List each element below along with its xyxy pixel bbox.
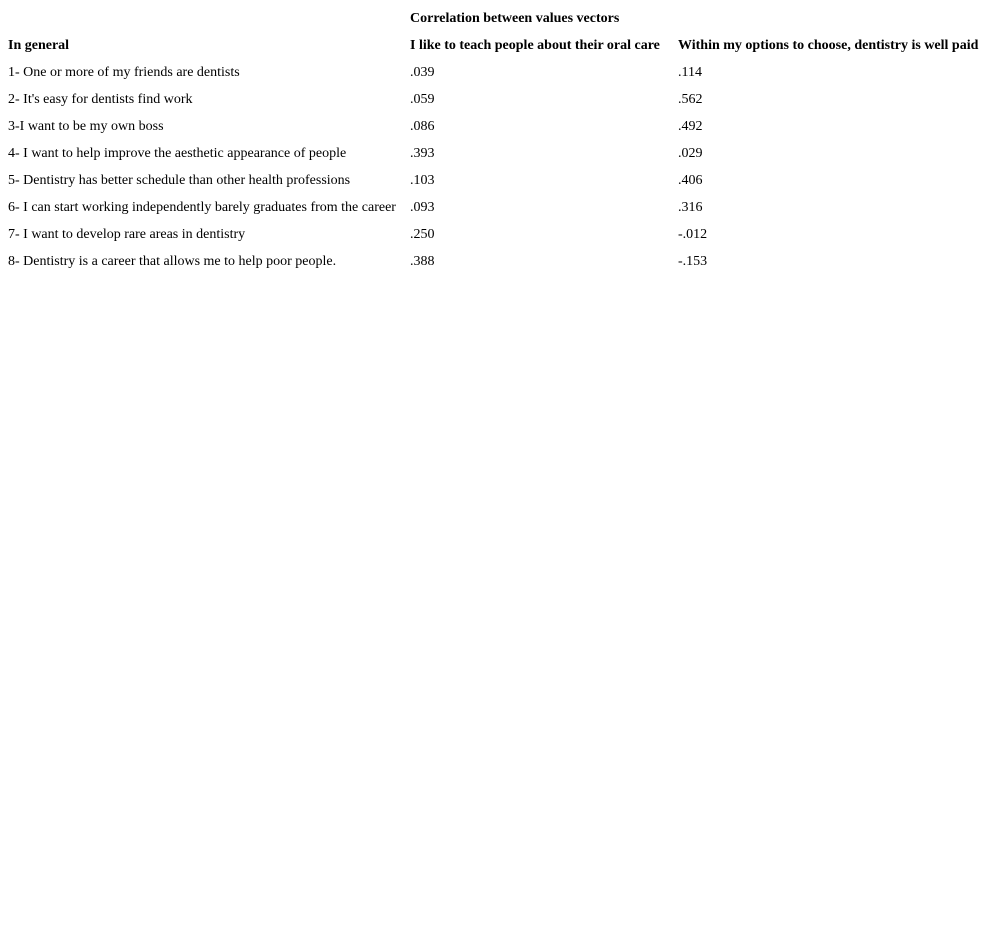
row-item-label: 1- One or more of my friends are dentists xyxy=(8,64,240,80)
row-value-teach: .388 xyxy=(410,253,435,269)
row-value-teach: .039 xyxy=(410,64,435,80)
empty-corner-cell xyxy=(6,5,408,32)
column-header-row xyxy=(6,32,986,59)
table-row xyxy=(6,86,986,113)
table-row xyxy=(6,221,986,248)
row-item-label: 6- I can start working independently barely graduates from the career xyxy=(8,199,396,215)
row-value-paid: .492 xyxy=(678,118,703,134)
row-item-label: 3-I want to be my own boss xyxy=(8,118,164,134)
table-row xyxy=(6,59,986,86)
group-header-row xyxy=(6,5,986,32)
column-header-teach-oral-care: I like to teach people about their oral care xyxy=(410,37,660,53)
row-value-teach: .059 xyxy=(410,91,435,107)
correlation-table xyxy=(6,5,986,275)
row-item-label: 2- It's easy for dentists find work xyxy=(8,91,193,107)
row-value-paid: -.153 xyxy=(678,253,708,269)
row-item-label: 7- I want to develop rare areas in dentistry xyxy=(8,226,246,242)
column-header-item: In general xyxy=(8,37,70,53)
row-value-teach: .250 xyxy=(410,226,435,242)
row-item-label: 4- I want to help improve the aesthetic appearance of people xyxy=(8,145,347,161)
table-row xyxy=(6,167,986,194)
table-row xyxy=(6,248,986,275)
row-value-paid: .029 xyxy=(678,145,703,161)
row-value-teach: .093 xyxy=(410,199,435,215)
row-item-label: 5- Dentistry has better schedule than other health professions xyxy=(8,172,351,188)
column-header-well-paid: Within my options to choose, dentistry is well paid xyxy=(678,37,979,53)
table-row xyxy=(6,194,986,221)
group-header: Correlation between values vectors xyxy=(410,10,620,26)
row-value-paid: .114 xyxy=(678,64,702,80)
row-value-teach: .086 xyxy=(410,118,435,134)
table-row xyxy=(6,140,986,167)
row-value-teach: .393 xyxy=(410,145,435,161)
row-value-paid: .316 xyxy=(678,199,703,215)
row-value-teach: .103 xyxy=(410,172,435,188)
row-value-paid: -.012 xyxy=(678,226,708,242)
row-value-paid: .406 xyxy=(678,172,703,188)
table-row xyxy=(6,113,986,140)
row-value-paid: .562 xyxy=(678,91,703,107)
row-item-label: 8- Dentistry is a career that allows me to help poor people. xyxy=(8,253,337,269)
